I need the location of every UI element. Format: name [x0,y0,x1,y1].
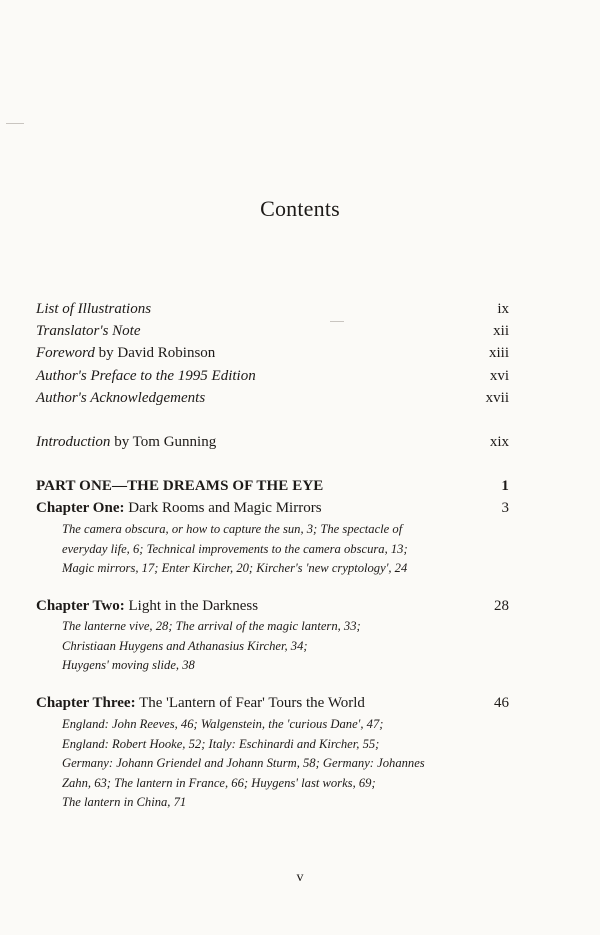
toc-entry-label: Author's Preface to the 1995 Edition [36,368,256,384]
section-line: Magic mirrors, 17; Enter Kircher, 20; Kircher's 'new cryptology', 24 [62,561,408,575]
section-line: The lantern in China, 71 [62,795,187,809]
chapter-one-sections [62,520,482,579]
toc-page-number: xix [489,434,509,450]
toc-entry-foreword [36,343,509,363]
chapter-title: The 'Lantern of Fear' Tours the World [135,695,365,711]
chapter-title: Light in the Darkness [124,598,259,614]
section-line: The lanterne vive, 28; The arrival of the magic lantern, 33; [62,619,361,633]
chapter-three-sections [62,715,482,813]
page-title: Contents [260,196,340,221]
toc-chapter-one [36,498,509,518]
toc-entry-label: Translator's Note [36,323,141,339]
section-line: England: John Reeves, 46; Walgenstein, the 'curious Dane', 47; [62,717,384,731]
chapter-prefix: Chapter Three: [36,695,136,711]
section-line: Zahn, 63; The lantern in France, 66; Huygens' last works, 69; [62,775,376,790]
toc-chapter-two [36,596,509,616]
section-line: Christiaan Huygens and Athanasius Kircher, 34; [62,638,308,653]
paper-mark [6,123,24,124]
toc-part-heading [36,476,509,496]
toc-page-number: 1 [501,478,509,494]
toc-entry-label: Introduction [36,434,111,450]
toc-entry-suffix: by David Robinson [94,345,216,361]
toc-chapter-three [36,693,509,713]
toc-page-number: xiii [488,345,509,361]
toc-page-number: 28 [494,598,509,614]
section-line: everyday life, 6; Technical improvements to the camera obscura, 13; [62,541,408,556]
page-folio: v [296,870,304,885]
toc-page-number: 3 [501,500,509,516]
section-line: Germany: Johann Griendel and Johann Sturm, 58; Germany: Johannes [62,756,425,770]
toc-page-number: xvi [489,368,509,384]
section-line: England: Robert Hooke, 52; Italy: Eschinardi and Kircher, 55; [62,736,380,751]
toc-entry-acknowledgements [36,388,509,408]
toc-page-number: xvii [485,390,509,406]
toc-page-number: ix [497,301,509,317]
toc-entry-illustrations [36,299,509,319]
chapter-prefix: Chapter One: [36,500,125,516]
toc-entry-label: List of Illustrations [36,301,152,317]
chapter-prefix: Chapter Two: [36,598,125,614]
chapter-title: Dark Rooms and Magic Mirrors [124,500,322,516]
toc-page-number: 46 [494,695,509,711]
part-title: PART ONE—THE DREAMS OF THE EYE [36,478,324,494]
toc-entry-suffix: by Tom Gunning [110,434,217,450]
section-line: The camera obscura, or how to capture the sun, 3; The spectacle of [62,522,403,536]
toc-entry-label: Author's Acknowledgements [36,390,206,406]
toc-entry-label: Foreword [36,345,95,361]
section-line: Huygens' moving slide, 38 [62,658,195,672]
toc-page-number: xii [493,323,509,339]
chapter-two-sections [62,617,482,676]
toc-entry-preface [36,366,509,386]
toc-entry-translators-note [36,321,509,341]
toc-entry-introduction [36,432,509,452]
